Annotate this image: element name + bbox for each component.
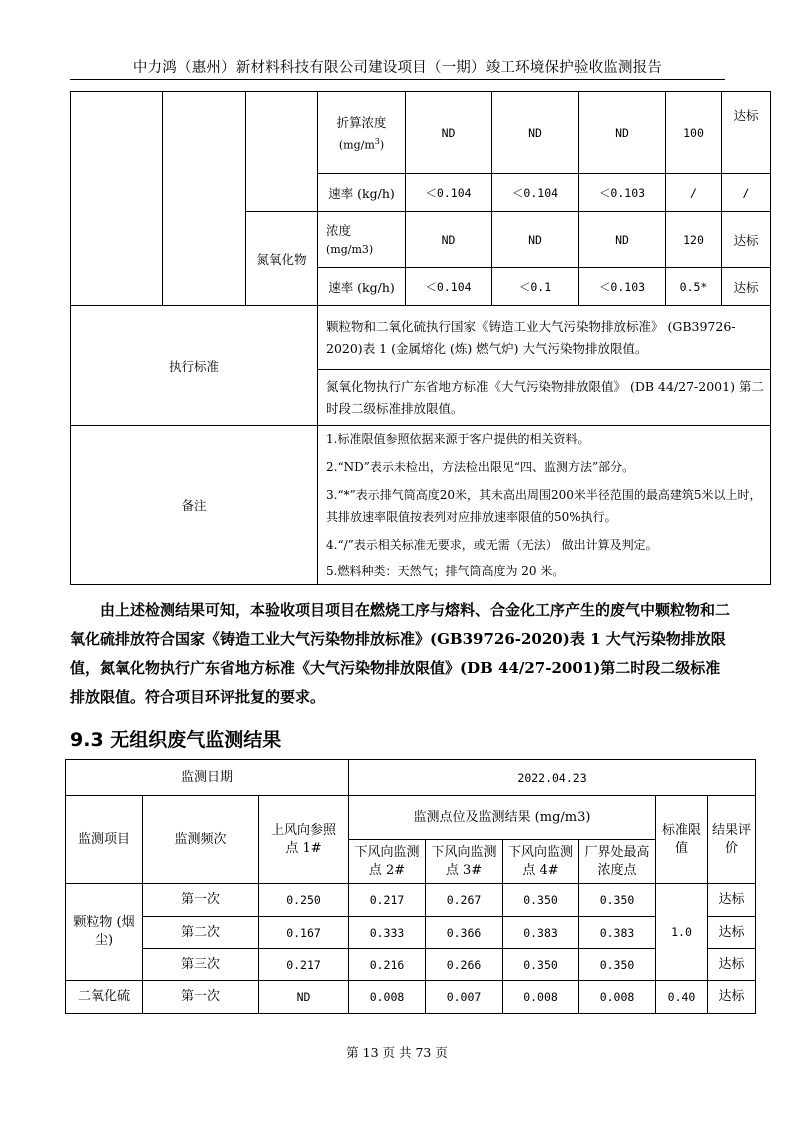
pm-freq-2: 第二次: [143, 917, 259, 949]
so2-up: ND: [259, 981, 349, 1014]
pm-p3-1: 0.267: [426, 884, 503, 917]
fugitive-emission-table: [65, 759, 756, 1014]
conclusion-paragraph: 由上述检测结果可知，本验收项目项目在燃烧工序与熔料、合金化工序产生的废气中颗粒物和二氧化硫排放符合国家《铸造工业大气污染物排放标准》(GB39726-2020)表 1 大气污染物排放限值，氮氧化物执行广东省地方标准《大气污染物排放限值》(DB 44/27-2001)第二时段二级标准排放限值。符合项目环评批复的要求。: [70, 601, 731, 706]
page-header-title: 中力鸿（惠州）新材料科技有限公司建设项目（一期）竣工环境保护验收监测报告: [132, 60, 663, 76]
conv-conc-value-2: ND: [492, 92, 579, 174]
header-divider: [70, 79, 725, 80]
header-point-2: 下风向监测点 2#: [349, 840, 426, 884]
nox-conc-value-1: ND: [406, 212, 492, 268]
rate-result: /: [722, 174, 771, 212]
conv-conc-label: 折算浓度 $(mg/m^3)$: [318, 92, 406, 174]
nox-rate-label: 速率 (kg/h): [318, 268, 406, 306]
pm-p2-1: 0.217: [349, 884, 426, 917]
note-item: 1.标准限值参照依据来源于客户提供的相关资料。: [326, 432, 590, 446]
page-footer: 第 13 页 共 73 页: [346, 1045, 448, 1060]
note-item: 2.“ND”表示未检出，方法检出限见“四、监测方法”部分。: [326, 460, 635, 474]
so2-p2: 0.008: [349, 981, 426, 1014]
empty-cell: [163, 92, 246, 306]
so2-limit: 0.40: [656, 981, 708, 1014]
pm-freq-3: 第三次: [143, 949, 259, 981]
section-title: 9.3 无组织废气监测结果: [70, 729, 282, 751]
rate-label: 速率 (kg/h): [318, 174, 406, 212]
note-item: 3.“*”表示排气筒高度20米，其未高出周围200米半径范围的最高建筑5米以上时，其排放速率限值按表列对应排放速率限值的50%执行。: [326, 488, 762, 524]
conv-conc-value-1: ND: [406, 92, 492, 174]
so2-result: 达标: [708, 981, 756, 1014]
standard-label: 执行标准: [71, 306, 318, 426]
empty-cell: [246, 92, 318, 212]
rate-limit: /: [666, 174, 722, 212]
header-point-3: 下风向监测点 3#: [426, 840, 503, 884]
pm-result-2: 达标: [708, 917, 756, 949]
pm-max-2: 0.383: [579, 917, 656, 949]
pm-p3-3: 0.266: [426, 949, 503, 981]
emission-results-table: [70, 91, 771, 585]
pm-p2-3: 0.216: [349, 949, 426, 981]
nox-conc-value-2: ND: [492, 212, 579, 268]
nox-conc-limit: 120: [666, 212, 722, 268]
pm-result-1: 达标: [708, 884, 756, 917]
nox-conc-value-3: ND: [579, 212, 666, 268]
header-point-4: 下风向监测点 4#: [503, 840, 579, 884]
date-label: 监测日期: [66, 760, 349, 796]
header-group: 监测点位及监测结果 (mg/m3): [349, 796, 656, 840]
pm-result-3: 达标: [708, 949, 756, 981]
nox-rate-value-2: ＜0.1: [492, 268, 579, 306]
conv-conc-value-3: ND: [579, 92, 666, 174]
standard-text-2: 氮氧化物执行广东省地方标准《大气污染物排放限值》 (DB 44/27-2001) 第二时段二级标准排放限值。: [318, 370, 771, 426]
so2-freq: 第一次: [143, 981, 259, 1014]
nox-name: 氮氧化物: [246, 212, 318, 306]
pm-max-1: 0.350: [579, 884, 656, 917]
nox-conc-label: 浓度 (mg/m3): [318, 212, 406, 268]
rate-value-1: ＜0.104: [406, 174, 492, 212]
date-value: 2022.04.23: [349, 760, 756, 796]
pm-freq-1: 第一次: [143, 884, 259, 917]
so2-name: 二氧化硫: [66, 981, 143, 1014]
header-limit: 标准限值: [656, 796, 708, 884]
note-item: 4.“/”表示相关标准无要求，或无需（无法） 做出计算及判定。: [326, 538, 658, 552]
pm-p2-2: 0.333: [349, 917, 426, 949]
header-result: 结果评价: [708, 796, 756, 884]
nox-rate-value-1: ＜0.104: [406, 268, 492, 306]
conv-conc-result: 达标: [722, 92, 771, 174]
note-item: 5.燃料种类：天然气；排气筒高度为 20 米。: [326, 564, 565, 578]
nox-rate-value-3: ＜0.103: [579, 268, 666, 306]
so2-max: 0.008: [579, 981, 656, 1014]
notes-content: [318, 426, 771, 585]
pm-up-1: 0.250: [259, 884, 349, 917]
empty-cell: [71, 92, 163, 306]
pm-limit: 1.0: [656, 884, 708, 981]
rate-value-3: ＜0.103: [579, 174, 666, 212]
pm-up-3: 0.217: [259, 949, 349, 981]
nox-conc-result: 达标: [722, 212, 771, 268]
nox-rate-limit: 0.5*: [666, 268, 722, 306]
nox-rate-result: 达标: [722, 268, 771, 306]
header-max-point: 厂界处最高浓度点: [579, 840, 656, 884]
pm-p4-3: 0.350: [503, 949, 579, 981]
pm-p4-2: 0.383: [503, 917, 579, 949]
notes-label: 备注: [71, 426, 318, 585]
pm-p3-2: 0.366: [426, 917, 503, 949]
standard-text-1: 颗粒物和二氧化硫执行国家《铸造工业大气污染物排放标准》 (GB39726-2020)表 1 (金属熔化 (炼) 燃气炉) 大气污染物排放限值。: [318, 306, 771, 370]
pm-name: 颗粒物 (烟尘): [66, 884, 143, 981]
header-freq: 监测频次: [143, 796, 259, 884]
pm-up-2: 0.167: [259, 917, 349, 949]
header-upwind: 上风向参照点 1#: [259, 796, 349, 884]
conv-conc-limit: 100: [666, 92, 722, 174]
header-item: 监测项目: [66, 796, 143, 884]
so2-p4: 0.008: [503, 981, 579, 1014]
pm-p4-1: 0.350: [503, 884, 579, 917]
pm-max-3: 0.350: [579, 949, 656, 981]
rate-value-2: ＜0.104: [492, 174, 579, 212]
so2-p3: 0.007: [426, 981, 503, 1014]
